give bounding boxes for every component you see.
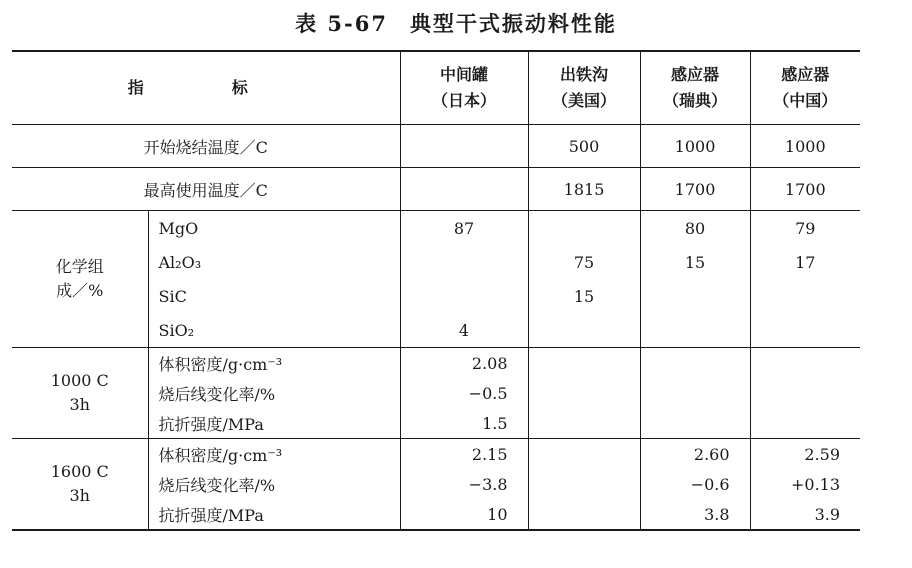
table-cell xyxy=(400,168,528,211)
header-col-3-line1: 感应器 xyxy=(671,65,720,84)
property-name: SiO₂ xyxy=(148,313,400,348)
table-cell: 15 xyxy=(640,245,750,279)
table-cell xyxy=(528,499,640,530)
properties-table xyxy=(12,50,860,531)
table-cell: −3.8 xyxy=(400,469,528,499)
table-cell xyxy=(750,313,860,348)
table-cell xyxy=(528,348,640,379)
property-name: SiC xyxy=(148,279,400,313)
table-cell xyxy=(750,279,860,313)
property-name: 体积密度/g·cm⁻³ xyxy=(148,439,400,470)
table-row xyxy=(12,168,860,211)
property-name: 烧后线变化率/% xyxy=(148,378,400,408)
table-cell xyxy=(640,348,750,379)
group-label-line1: 1000 C xyxy=(50,371,109,390)
table-row xyxy=(12,211,860,246)
table-cell: 3.8 xyxy=(640,499,750,530)
property-name: 烧后线变化率/% xyxy=(148,469,400,499)
group-label-line2: 3h xyxy=(69,486,90,505)
group-label-1600c xyxy=(12,439,148,531)
table-cell xyxy=(750,378,860,408)
table-title xyxy=(0,8,912,38)
header-col-2-line2: （美国） xyxy=(552,91,617,110)
table-cell: 3.9 xyxy=(750,499,860,530)
table-cell: 500 xyxy=(528,125,640,168)
table-row xyxy=(12,348,860,379)
table-cell: 17 xyxy=(750,245,860,279)
property-name: Al₂O₃ xyxy=(148,245,400,279)
table-cell: 1.5 xyxy=(400,408,528,439)
property-name: MgO xyxy=(148,211,400,246)
property-name: 抗折强度/MPa xyxy=(148,499,400,530)
table-cell: 15 xyxy=(528,279,640,313)
group-label-line2: 成／% xyxy=(56,281,104,300)
table-cell: 75 xyxy=(528,245,640,279)
table-cell xyxy=(400,279,528,313)
header-col-4-line2: （中国） xyxy=(773,91,838,110)
header-col-2 xyxy=(528,51,640,125)
table-cell xyxy=(528,211,640,246)
table-cell xyxy=(528,313,640,348)
header-col-1 xyxy=(400,51,528,125)
table-cell xyxy=(640,378,750,408)
table-cell: 1815 xyxy=(528,168,640,211)
row-label: 最高使用温度／C xyxy=(12,168,400,211)
header-indicator: 指 标 xyxy=(12,51,400,125)
header-col-4-line1: 感应器 xyxy=(781,65,830,84)
table-cell xyxy=(528,469,640,499)
table-cell xyxy=(750,348,860,379)
table-cell xyxy=(640,279,750,313)
table-cell: 1000 xyxy=(640,125,750,168)
group-label-line2: 3h xyxy=(69,395,90,414)
property-name: 体积密度/g·cm⁻³ xyxy=(148,348,400,379)
header-row xyxy=(12,51,860,125)
table-cell: 79 xyxy=(750,211,860,246)
header-col-4 xyxy=(750,51,860,125)
table-row xyxy=(12,125,860,168)
table-cell xyxy=(528,408,640,439)
group-label-line1: 1600 C xyxy=(50,462,109,481)
table-cell: 2.15 xyxy=(400,439,528,470)
property-name: 抗折强度/MPa xyxy=(148,408,400,439)
table-cell: 2.08 xyxy=(400,348,528,379)
group-label-1000c xyxy=(12,348,148,439)
header-col-1-line1: 中间罐 xyxy=(440,65,489,84)
table-cell: −0.5 xyxy=(400,378,528,408)
table-cell xyxy=(528,439,640,470)
group-label-line1: 化学组 xyxy=(55,257,104,276)
table-cell: −0.6 xyxy=(640,469,750,499)
table-cell: 10 xyxy=(400,499,528,530)
row-label: 开始烧结温度／C xyxy=(12,125,400,168)
table-cell: 1000 xyxy=(750,125,860,168)
table-cell: 1700 xyxy=(750,168,860,211)
table-cell: 4 xyxy=(400,313,528,348)
table-cell: 2.59 xyxy=(750,439,860,470)
table-cell: 1700 xyxy=(640,168,750,211)
header-col-2-line1: 出铁沟 xyxy=(560,65,609,84)
table-cell xyxy=(750,408,860,439)
table-caption: 典型干式振动料性能 xyxy=(409,11,617,36)
table-cell: +0.13 xyxy=(750,469,860,499)
table-cell xyxy=(640,313,750,348)
header-col-3-line2: （瑞典） xyxy=(663,91,728,110)
table-cell: 2.60 xyxy=(640,439,750,470)
table-cell xyxy=(528,378,640,408)
table-cell xyxy=(640,408,750,439)
table-row xyxy=(12,439,860,470)
table-cell: 87 xyxy=(400,211,528,246)
table-number: 表 5-67 xyxy=(295,11,388,36)
table-cell xyxy=(400,245,528,279)
table-cell xyxy=(400,125,528,168)
header-col-1-line2: （日本） xyxy=(432,91,497,110)
group-label-chem xyxy=(12,211,148,348)
header-col-3 xyxy=(640,51,750,125)
table-cell: 80 xyxy=(640,211,750,246)
